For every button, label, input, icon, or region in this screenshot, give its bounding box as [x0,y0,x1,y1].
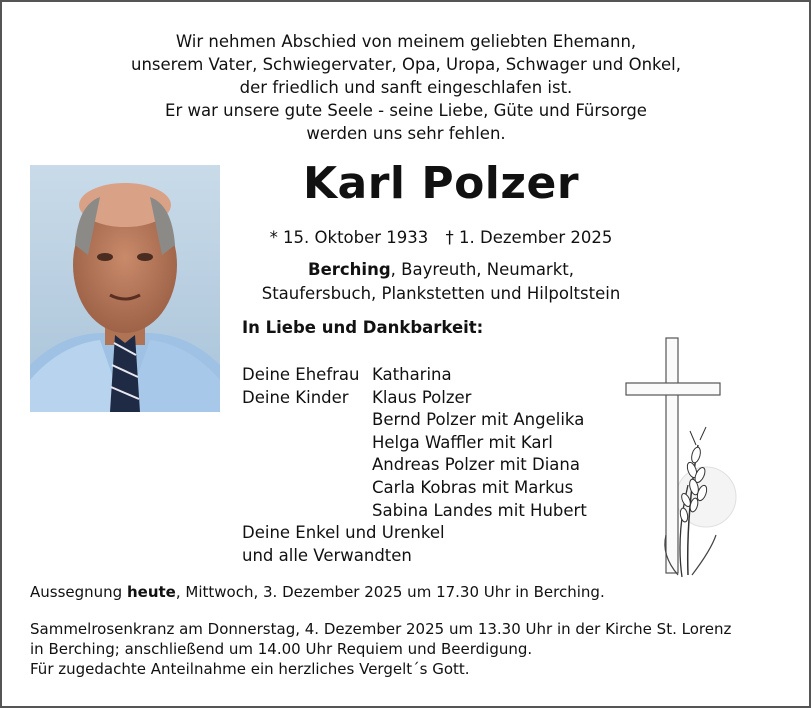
family-relation [242,432,372,455]
birth-date: * 15. Oktober 1933 [269,228,429,247]
family-relation: und alle Verwandten [242,545,412,565]
place-main: Berching [308,260,391,279]
family-relation [242,477,372,500]
family-row [242,545,587,568]
portrait-photo [30,165,220,412]
rosary-info [30,619,750,679]
family-row [242,522,587,545]
family-list [242,364,587,567]
intro-text [60,30,752,145]
rosary-line: Sammelrosenkranz am Donnerstag, 4. Dezember 2025 um 13.30 Uhr in der Kirche St. Lorenz [30,620,732,638]
intro-line: Er war unsere gute Seele - seine Liebe, Güte und Fürsorge [165,101,647,120]
cross-icon [616,335,746,585]
family-row [242,432,587,455]
intro-line: Wir nehmen Abschied von meinem geliebten Ehemann, [175,32,637,51]
family-relation [242,454,372,477]
service-info [30,583,605,601]
service-post: , Mittwoch, 3. Dezember 2025 um 17.30 Uhr in Berching. [175,583,605,601]
family-relation [242,409,372,432]
family-relation [242,500,372,523]
family-relation: Deine Enkel und Urenkel [242,523,445,543]
family-row [242,387,587,410]
intro-line: der friedlich und sanft eingeschlafen ist. [239,78,573,97]
family-name: Klaus Polzer [372,387,472,407]
life-dates [230,228,652,247]
thanks-heading: In Liebe und Dankbarkeit: [242,318,484,337]
deceased-name: Karl Polzer [302,158,580,209]
family-row [242,500,587,523]
family-name: Bernd Polzer mit Angelika [372,410,585,430]
intro-line: unserem Vater, Schwiegervater, Opa, Uropa, Schwager und Onkel, [131,55,681,74]
family-row [242,454,587,477]
family-row [242,409,587,432]
family-name: Sabina Landes mit Hubert [372,500,587,520]
family-row [242,477,587,500]
family-relation: Deine Kinder [242,387,349,407]
places [230,258,652,306]
death-date: † 1. Dezember 2025 [445,228,613,247]
family-relation: Deine Ehefrau [242,365,360,384]
service-highlight: heute [126,583,176,601]
family-name: Carla Kobras mit Markus [372,477,574,497]
intro-line: werden uns sehr fehlen. [306,124,506,143]
family-name: Katharina [372,365,452,384]
family-row [242,364,587,387]
rosary-line: in Berching; anschließend um 14.00 Uhr Requiem und Beerdigung. [30,640,533,658]
family-name: Andreas Polzer mit Diana [372,455,580,475]
service-pre: Aussegnung [30,583,127,601]
places-line2: Staufersbuch, Plankstetten und Hilpoltstein [261,284,621,303]
places-line1: , Bayreuth, Neumarkt, [390,260,574,279]
family-name: Helga Waffler mit Karl [372,432,553,452]
rosary-line: Für zugedachte Anteilnahme ein herzliches Vergelt´s Gott. [30,660,470,678]
